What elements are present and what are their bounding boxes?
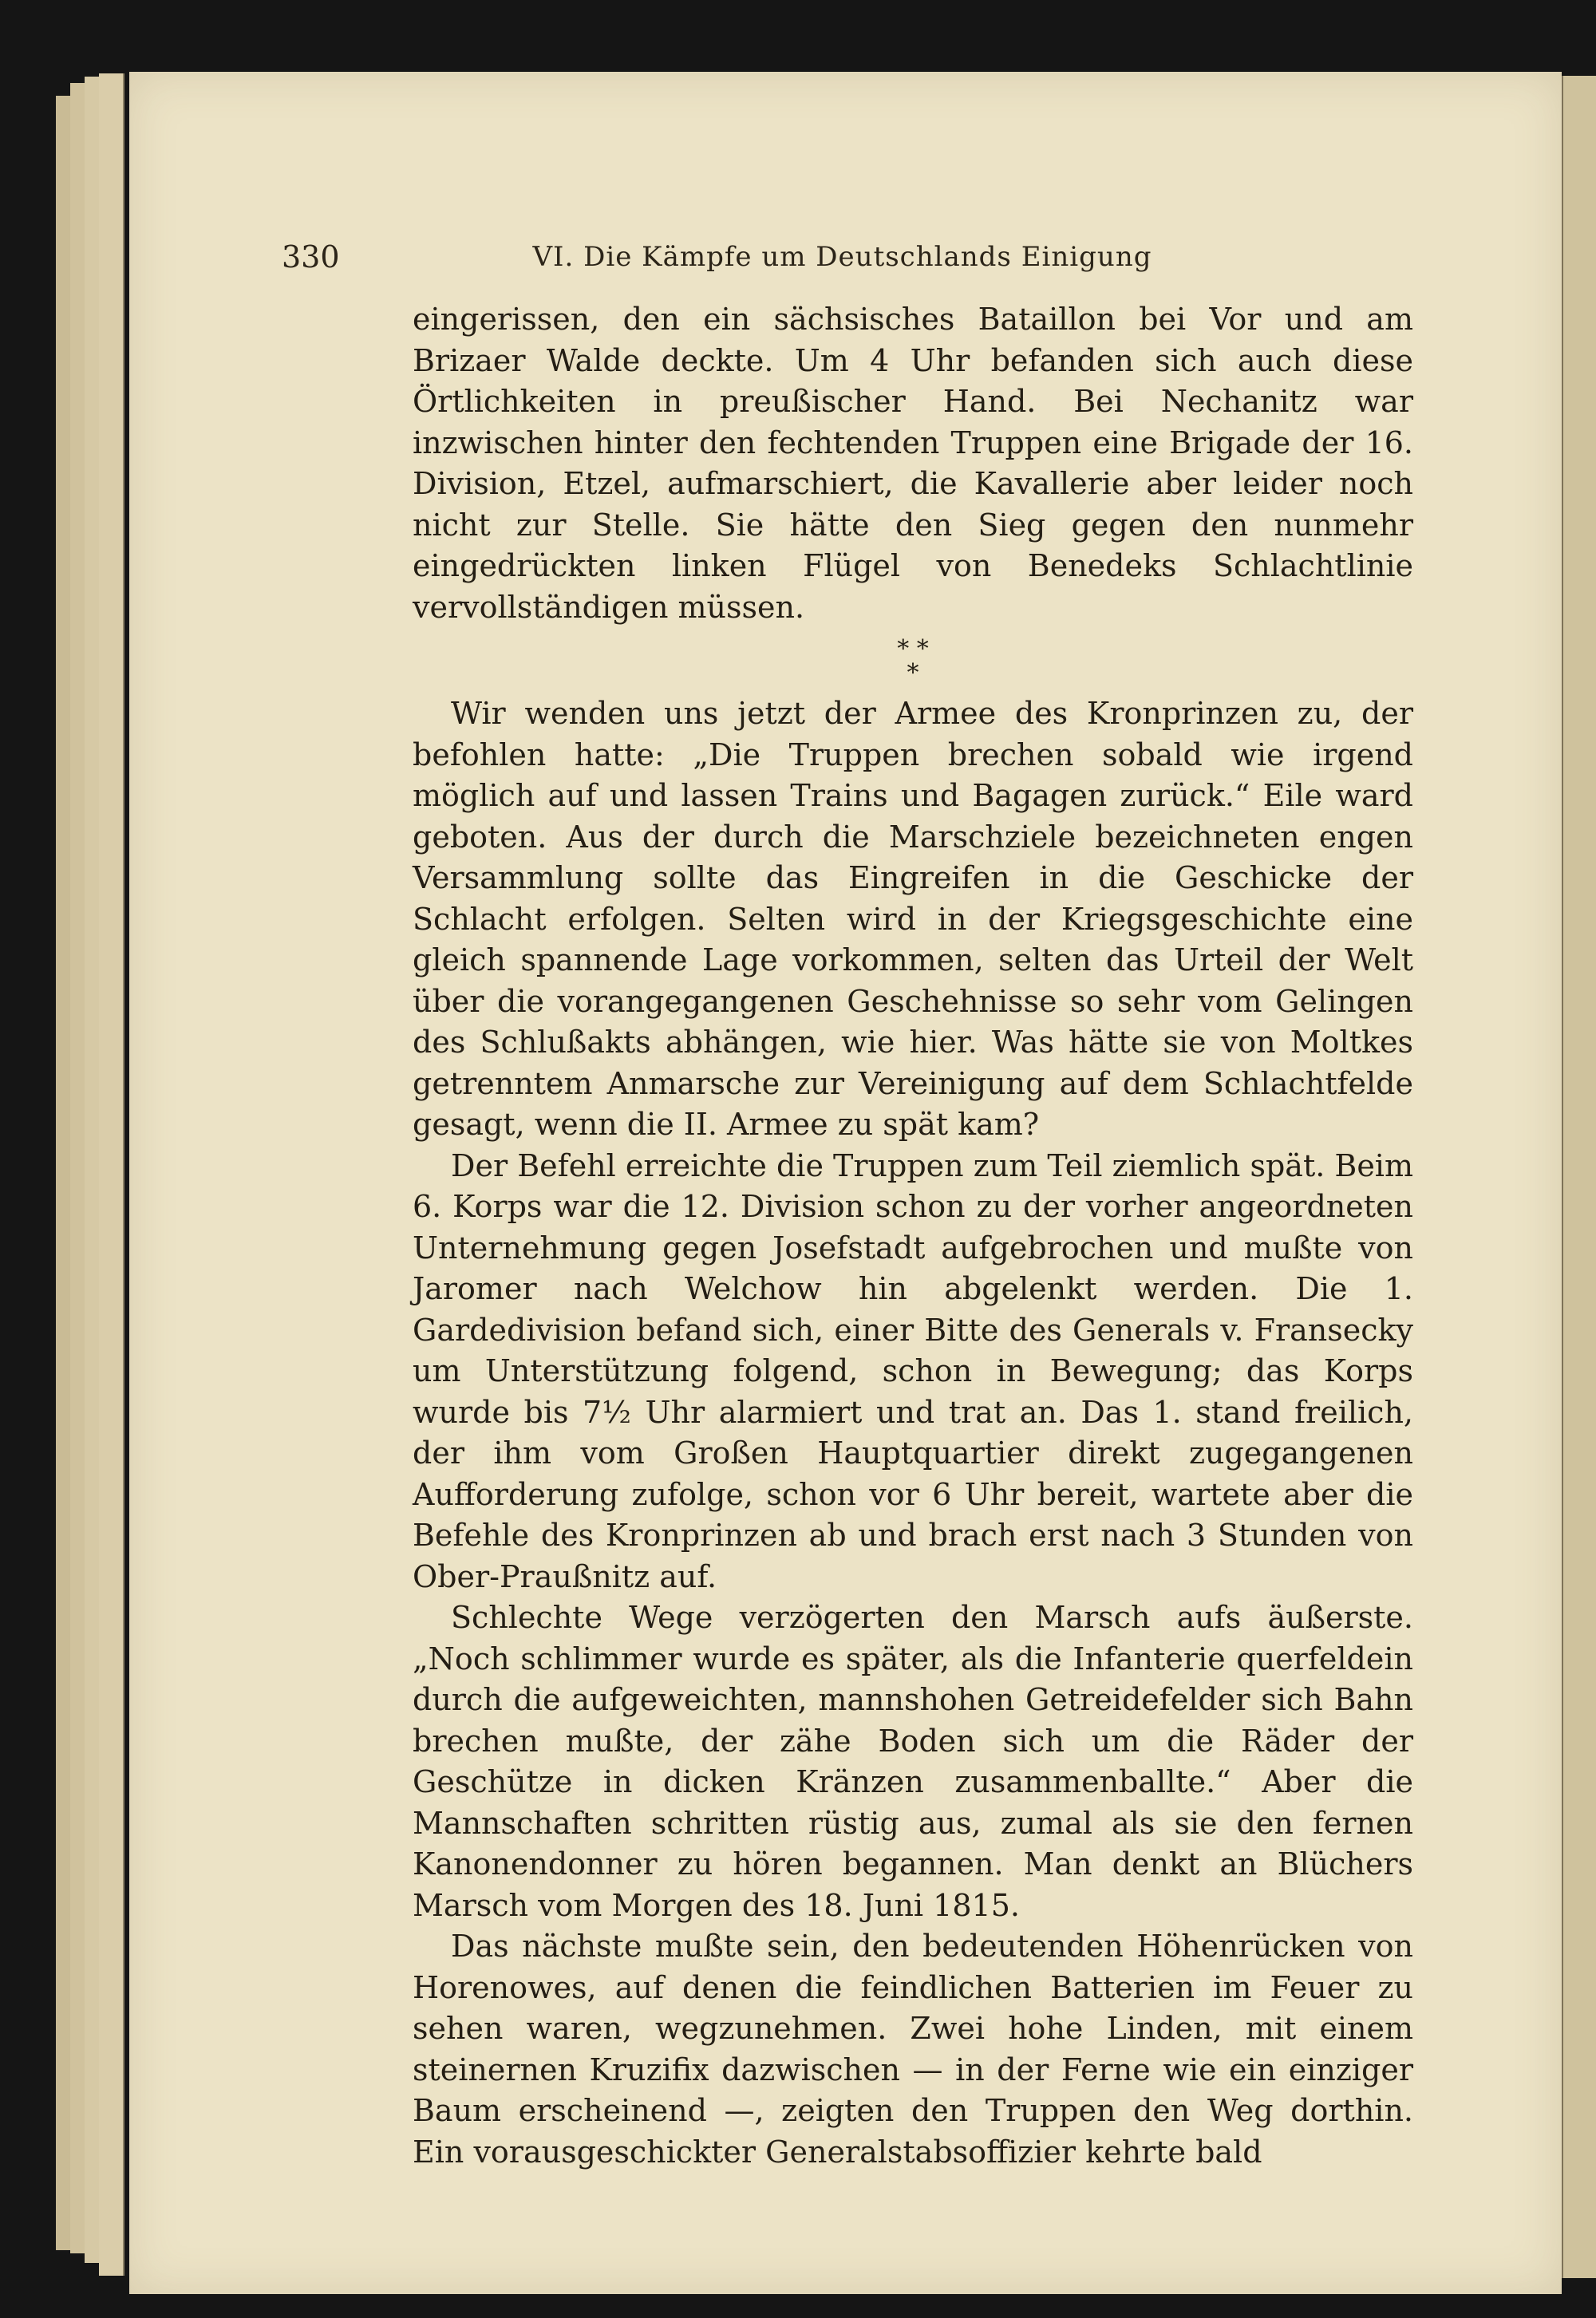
- page-header: [282, 239, 1403, 287]
- section-break: [413, 635, 1413, 687]
- paragraph: eingerissen, den ein sächsisches Bataillon bei Vor und am Brizaer Walde deckte. Um 4 Uhr befanden sich auch diese Örtlichkeiten in preußischer Hand. Bei Nechanitz war inzwischen hinter den fechtenden Truppen eine Brigade der 16. Division, Etzel, aufmarschiert, die Kavallerie aber leider noch nicht zur Stelle. Sie hätte den Sieg gegen den nunmehr eingedrückten linken Flügel von Benedeks Schlachtlinie vervollständigen müssen.: [413, 302, 1413, 625]
- running-head: VI. Die Kämpfe um Deutschlands Einigung: [532, 241, 1152, 273]
- paragraph: Wir wenden uns jetzt der Armee des Kronprinzen zu, der befohlen hatte: „Die Truppen brechen sobald wie irgend möglich auf und lassen Trains und Bagagen zurück.“ Eile ward geboten. Aus der durch die Marschziele bezeichneten engen Versammlung sollte das Eingreifen in die Geschicke der Schlacht erfolgen. Selten wird in der Kriegsgeschichte eine gleich spannende Lage vorkommen, selten das Urteil der Welt über die vorangegangenen Geschehnisse so sehr vom Gelingen des Schlußakts abhängen, wie hier. Was hätte sie von Moltkes getrenntem Anmarsche zur Vereinigung auf dem Schlachtfelde gesagt, wenn die II. Armee zu spät kam?: [413, 696, 1413, 1142]
- page-body: [413, 299, 1413, 2173]
- section-break-bottom: *: [907, 659, 919, 687]
- page-edge: [99, 73, 124, 2276]
- paragraph: Der Befehl erreichte die Truppen zum Teil ziemlich spät. Beim 6. Korps war die 12. Division schon zu der vorher angeordneten Unternehmung gegen Josefstadt aufgebrochen und mußte von Jaromer nach Welchow hin abgelenkt werden. Die 1. Gardedivision befand sich, einer Bitte des Generals v. Fransecky um Unterstützung folgend, schon in Bewegung; das Korps wurde bis 7½ Uhr alarmiert und trat an. Das 1. stand freilich, der ihm vom Großen Hauptquartier direkt zugegangenen Aufforderung zufolge, schon vor 6 Uhr bereit, wartete aber die Befehle des Kronprinzen ab und brach erst nach 3 Stunden von Ober-Praußnitz auf.: [413, 1147, 1413, 1594]
- page-number: 330: [282, 239, 340, 274]
- paragraph: Das nächste mußte sein, den bedeutenden Höhenrücken von Horenowes, auf denen die feindlichen Batterien im Feuer zu sehen waren, wegzunehmen. Zwei hohe Linden, mit einem steinernen Kruzifix dazwischen — in der Ferne wie ein einziger Baum erscheinend —, zeigten den Truppen den Weg dorthin. Ein vorausgeschickter Generalstabsoffizier kehrte bald: [413, 1929, 1413, 2170]
- adjacent-page-edge: [1560, 76, 1596, 2278]
- paragraph: Schlechte Wege verzögerten den Marsch aufs äußerste. „Noch schlimmer wurde es später, als die Infanterie querfeldein durch die aufgeweichten, mannshohen Getreidefelder sich Bahn brechen mußte, der zähe Boden sich um die Räder der Geschütze in dicken Kränzen zusammenballte.“ Aber die Mannschaften schritten rüstig aus, zumal als sie den fernen Kanonendonner zu hören begannen. Man denkt an Blüchers Marsch vom Morgen des 18. Juni 1815.: [413, 1600, 1413, 1923]
- section-break-top: * *: [897, 635, 929, 663]
